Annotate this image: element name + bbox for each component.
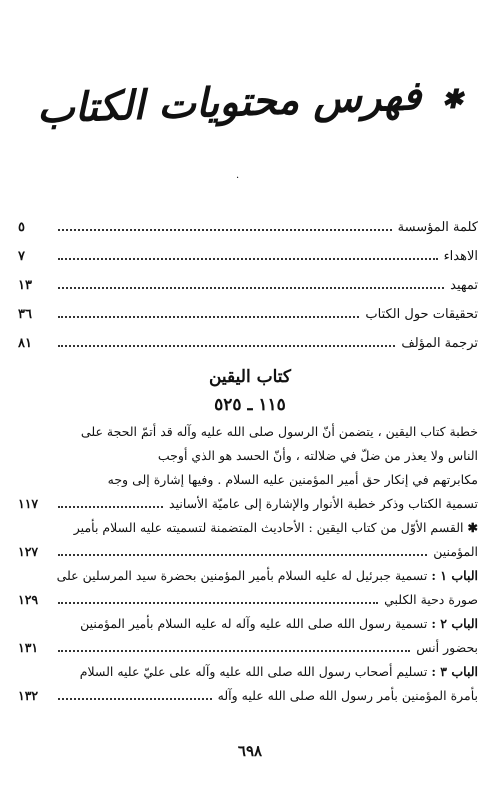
toc-label: كلمة المؤسسة: [397, 220, 478, 235]
toc-label: ترجمة المؤلف: [401, 336, 478, 351]
entry-text: القسم الأوّل من كتاب اليقين : الأحاديث المتضمنة لتسميته عليه السلام بأمير: [73, 520, 464, 535]
dot-leader: [58, 229, 392, 231]
dot-leader: [58, 258, 438, 260]
title-text: فهرس محتويات الكتاب: [36, 72, 423, 133]
entry-text: خطبة كتاب اليقين ، يتضمن أنّ الرسول صلى الله عليه وآله قد أتمّ الحجة على: [80, 424, 478, 439]
entry-text: مكابرتهم في إنكار حق أمير المؤمنين عليه السلام . وفيها إشارة إلى وجه: [107, 472, 478, 487]
page-number: ٦٩٨: [237, 742, 263, 760]
entry-text: تسمية جبرئيل له عليه السلام بأمير المؤمنين بحضرة سيد المرسلين على: [56, 568, 428, 583]
toc-label: تحقيقات حول الكتاب: [365, 307, 478, 322]
toc-page-number: ٨١: [18, 336, 32, 351]
toc-row[interactable]: [18, 278, 478, 307]
chapter-heading: الباب ٢ :: [431, 616, 478, 631]
toc-page-number: ٣٦: [18, 307, 32, 322]
entry-text: المؤمنين: [433, 544, 478, 559]
page-title: [0, 69, 500, 133]
toc-intro-list: [18, 220, 478, 365]
toc-page-number: ١٢٩: [18, 592, 39, 607]
dot-leader: [58, 650, 410, 652]
toc-entry-qism1[interactable]: [18, 516, 478, 564]
toc-entry-bab2[interactable]: [18, 612, 478, 660]
toc-row[interactable]: [18, 249, 478, 278]
chapter-heading: الباب ١ :: [431, 568, 478, 583]
toc-page-number: ١١٧: [18, 496, 39, 511]
toc-row[interactable]: [18, 220, 478, 249]
toc-entries: [18, 420, 478, 708]
ornament-icon: ✱: [440, 84, 464, 116]
dot-leader: [58, 554, 427, 556]
toc-label: الاهداء: [443, 249, 478, 264]
entry-text: تسمية الكتاب وذكر خطبة الأنوار والإشارة إلى عاميّة الأسانيد: [169, 496, 478, 511]
entry-text: صورة دحية الكلبي: [384, 592, 478, 607]
toc-row[interactable]: [18, 307, 478, 336]
toc-label: تمهيد: [450, 278, 478, 293]
toc-row[interactable]: [18, 336, 478, 365]
dot-leader: [58, 698, 212, 700]
book-page-range: ١١٥ ـ ٥٢٥: [214, 395, 286, 415]
entry-text: بأمرة المؤمنين بأمر رسول الله صلى الله عليه وآله: [217, 688, 478, 703]
entry-text: الناس ولا يعذر من ضلّ في ضلالته ، وأنّ الحسد هو الذي أوجب: [157, 448, 478, 463]
toc-page-number: ١٣٢: [18, 688, 39, 703]
entry-text: بحضور أنس: [416, 640, 478, 655]
toc-entry-bab1[interactable]: [18, 564, 478, 612]
bullet-icon: ✱: [467, 520, 478, 535]
toc-page-number: ٥: [18, 220, 25, 235]
toc-entry-khutba[interactable]: [18, 420, 478, 516]
toc-page-number: ١٣١: [18, 640, 39, 655]
dot-leader: [58, 287, 444, 289]
toc-page-number: ١٣: [18, 278, 32, 293]
dot-leader: [58, 316, 359, 318]
entry-text: تسمية رسول الله صلى الله عليه وآله له عليه السلام بأمير المؤمنين: [80, 616, 428, 631]
chapter-heading: الباب ٣ :: [431, 664, 478, 679]
decorative-dot: ·: [236, 173, 240, 184]
dot-leader: [58, 602, 378, 604]
entry-text: تسليم أصحاب رسول الله صلى الله عليه وآله على عليّ عليه السلام: [79, 664, 428, 679]
toc-page-number: ٧: [18, 249, 25, 264]
dot-leader: [58, 345, 395, 347]
dot-leader: [58, 506, 163, 508]
book-title: كتاب اليقين: [208, 367, 292, 387]
toc-page-number: ١٢٧: [18, 544, 39, 559]
toc-entry-bab3[interactable]: [18, 660, 478, 708]
